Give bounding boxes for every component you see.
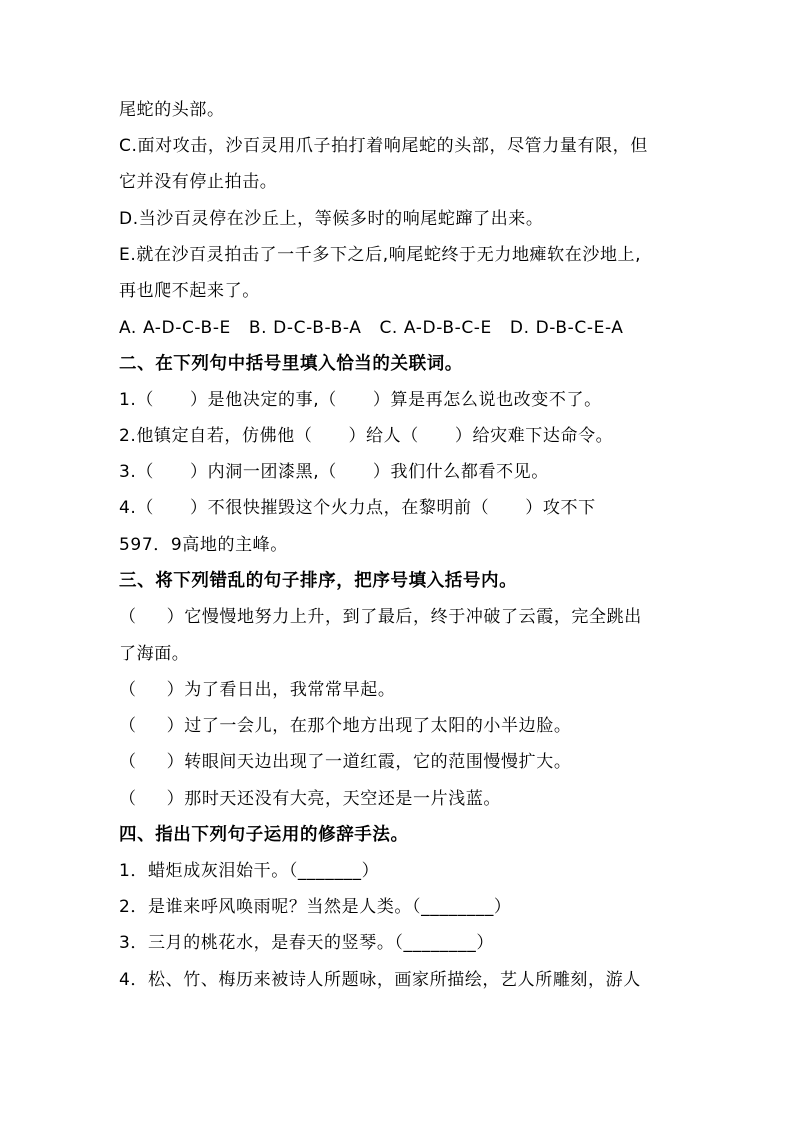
text-line: 597．9高地的主峰。 <box>119 535 288 555</box>
text-line: 再也爬不起来了。 <box>119 281 260 301</box>
ordering-item: （ ）为了看日出，我常常早起。 <box>119 680 396 700</box>
question-line: 3.（ ）内洞一团漆黑,（ ）我们什么都看不见。 <box>119 462 549 482</box>
question-line: 1.（ ）是他决定的事,（ ）算是再怎么说也改变不了。 <box>119 390 602 410</box>
question-line: 4.（ ）不很快摧毁这个火力点，在黎明前（ ）攻不下 <box>119 498 596 518</box>
text-line: C.面对攻击，沙百灵用爪子拍打着响尾蛇的头部，尽管力量有限，但 <box>119 136 648 156</box>
section-heading: 三、将下列错乱的句子排序，把序号填入括号内。 <box>119 571 518 591</box>
text-line: E.就在沙百灵拍击了一千多下之后,响尾蛇终于无力地瘫软在沙地上, <box>119 245 642 265</box>
question-line: 3．三月的桃花水，是春天的竖琴。（________） <box>119 933 494 953</box>
ordering-item: （ ）过了一会儿，在那个地方出现了太阳的小半边脸。 <box>119 716 572 736</box>
section-heading: 四、指出下列句子运用的修辞手法。 <box>119 825 409 845</box>
text-line: 尾蛇的头部。 <box>119 100 225 120</box>
question-line: 4．松、竹、梅历来被诗人所题咏，画家所描绘，艺人所雕刻，游人 <box>119 970 641 990</box>
answer-options: A. A-D-C-B-E B. D-C-B-B-A C. A-D-B-C-E D. D-B-C-E-A <box>119 318 624 338</box>
ordering-item: （ ）那时天还没有大亮，天空还是一片浅蓝。 <box>119 789 502 809</box>
text-line: 了海面。 <box>119 644 190 664</box>
text-line: D.当沙百灵停在沙丘上，等候多时的响尾蛇蹿了出来。 <box>119 209 544 229</box>
ordering-item: （ ）转眼间天边出现了一道红霞，它的范围慢慢扩大。 <box>119 752 572 772</box>
section-heading: 二、在下列句中括号里填入恰当的关联词。 <box>119 354 463 374</box>
question-line: 1．蜡炬成灰泪始干。（_______） <box>119 861 380 881</box>
text-line: 它并没有停止拍击。 <box>119 172 278 192</box>
question-line: 2．是谁来呼风唤雨呢？当然是人类。（________） <box>119 897 512 917</box>
question-line: 2.他镇定自若，仿佛他（ ）给人（ ）给灾难下达命令。 <box>119 426 614 446</box>
ordering-item: （ ）它慢慢地努力上升，到了最后，终于冲破了云霞，完全跳出 <box>119 607 642 627</box>
